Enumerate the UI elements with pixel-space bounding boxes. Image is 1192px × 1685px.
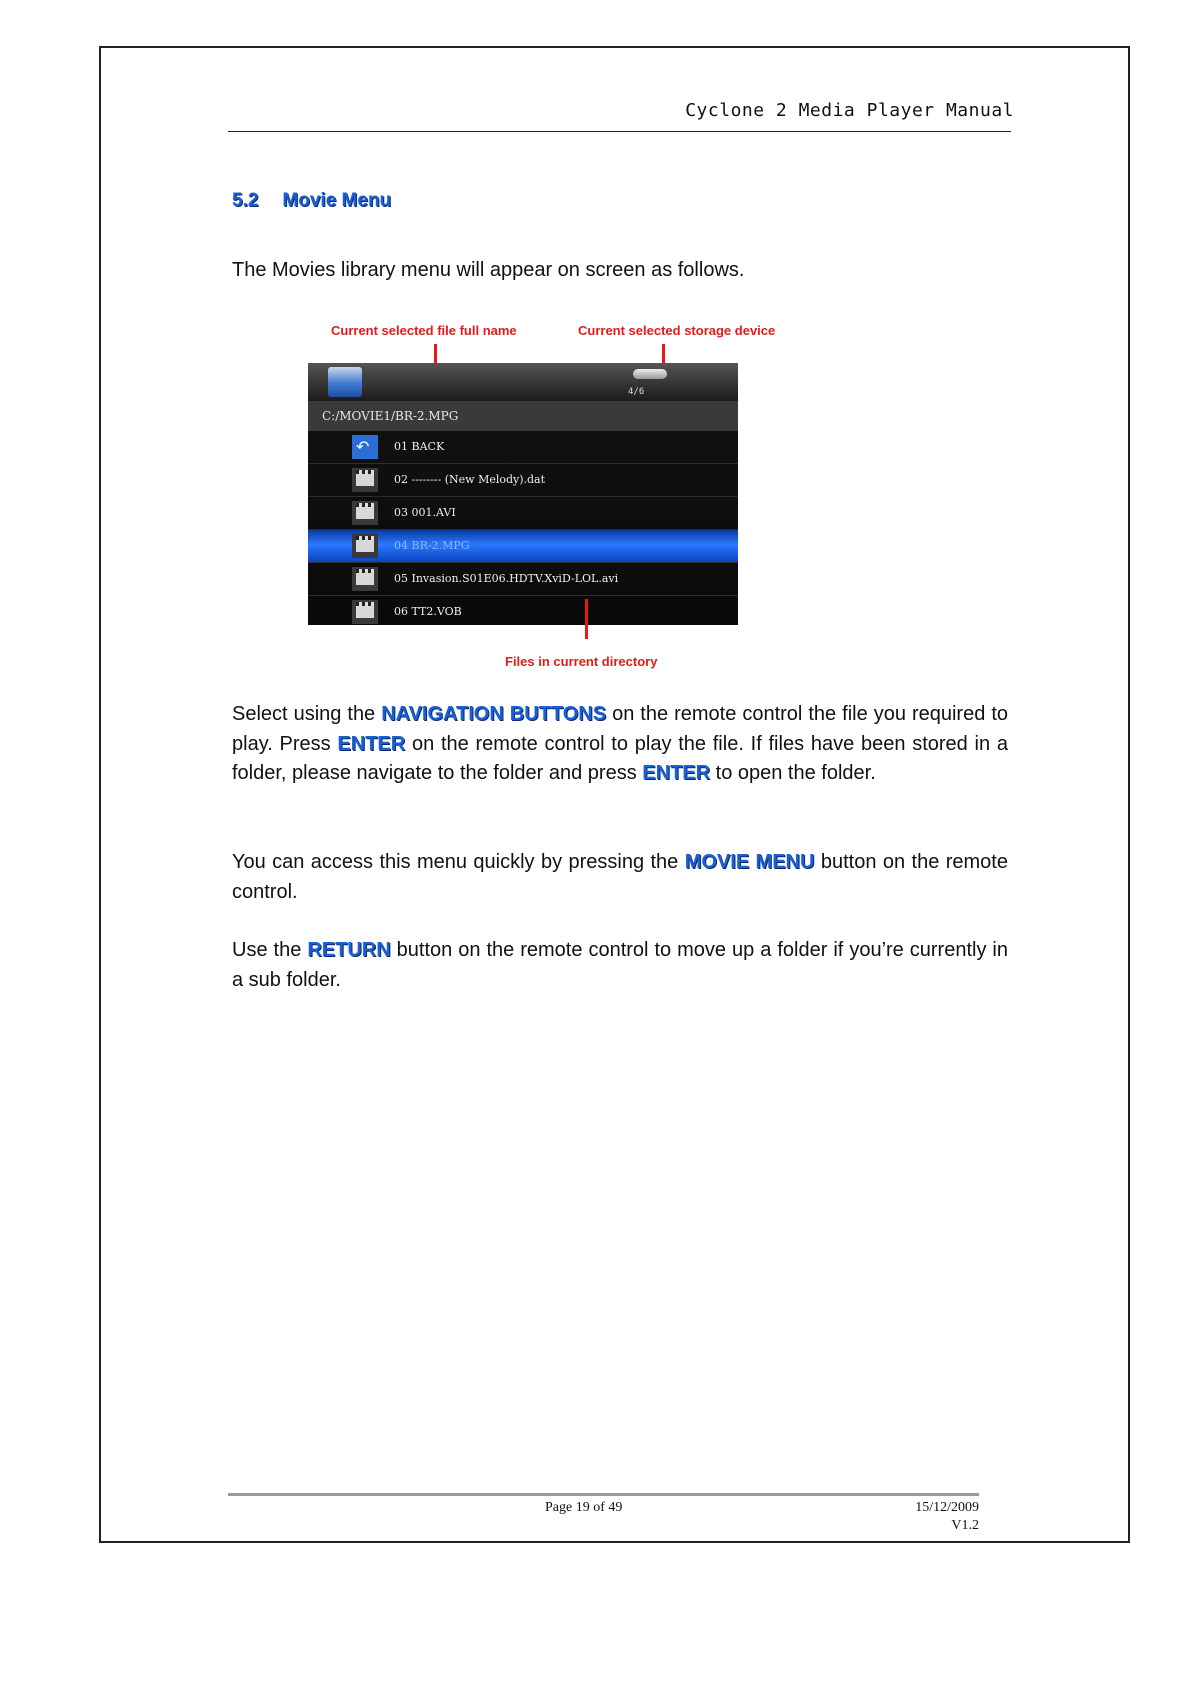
text: Select using the: [232, 703, 382, 725]
keyword-enter: ENTER: [642, 762, 711, 784]
paragraph-return: [232, 936, 1008, 995]
file-row-selected[interactable]: [308, 530, 738, 563]
clapperboard-icon: [352, 534, 378, 558]
file-row-label: 06 TT2.VOB: [394, 605, 462, 618]
page-number: Page 19 of 49: [545, 1500, 623, 1515]
document-date: 15/12/2009: [915, 1500, 979, 1515]
clapperboard-icon: [352, 600, 378, 624]
text: button on the remote control to move up a folder if you’re currently in a sub folder.: [232, 939, 1008, 991]
back-arrow-icon: ↶: [352, 435, 378, 459]
text: button on the remote control.: [232, 851, 1008, 903]
file-row-label: 01 BACK: [394, 440, 445, 453]
movie-app-icon: [328, 367, 362, 397]
keyword-return: RETURN: [307, 939, 391, 961]
section-title: Movie Menu: [282, 190, 392, 211]
keyword-navigation-buttons: NAVIGATION BUTTONS: [381, 703, 607, 725]
callout-pointer-files: [585, 599, 588, 639]
file-row[interactable]: [308, 464, 738, 497]
file-row[interactable]: [308, 497, 738, 530]
section-heading: [232, 190, 415, 212]
keyword-enter: ENTER: [337, 732, 406, 755]
file-row[interactable]: [308, 563, 738, 596]
text: on the remote control to play the file. If files have been stored in a folder, please navigate to the folder and press: [232, 732, 1008, 784]
callout-files-in-directory: Files in current directory: [505, 654, 658, 669]
player-screen: [308, 363, 738, 625]
screen-top-bar: [308, 363, 738, 401]
file-row-label: 05 Invasion.S01E06.HDTV.XviD-LOL.avi: [394, 572, 619, 585]
paragraph-movie-menu: [232, 848, 1008, 907]
file-row-label: 02 -------- (New Melody).dat: [394, 473, 546, 486]
footer-divider: [228, 1493, 979, 1496]
text: on the remote control the file you required to play. Press: [232, 703, 1009, 755]
text: Use the: [232, 939, 308, 961]
callout-storage-device: Current selected storage device: [578, 323, 776, 338]
section-number: 5.2: [232, 190, 259, 211]
file-list: [308, 431, 738, 625]
manual-title: Cyclone 2 Media Player Manual: [685, 100, 1014, 121]
document-version: V1.2: [951, 1518, 979, 1533]
movie-menu-figure: [300, 318, 810, 673]
keyword-movie-menu: MOVIE MENU: [684, 851, 815, 873]
clapperboard-icon: [352, 468, 378, 492]
file-counter: 4/6: [628, 387, 645, 397]
usb-storage-icon: [633, 369, 667, 379]
current-file-path: C:/MOVIE1/BR-2.MPG: [308, 401, 738, 431]
file-row[interactable]: [308, 431, 738, 464]
clapperboard-icon: [352, 501, 378, 525]
intro-text: The Movies library menu will appear on screen as follows.: [232, 259, 745, 281]
file-row-label: 04 BR-2.MPG: [394, 539, 470, 552]
text: to open the folder.: [710, 762, 876, 784]
file-row[interactable]: [308, 596, 738, 625]
file-row-label: 03 001.AVI: [394, 506, 456, 519]
paragraph-select: [232, 700, 1008, 789]
clapperboard-icon: [352, 567, 378, 591]
callout-file-name: Current selected file full name: [331, 323, 517, 338]
header-divider: [228, 131, 1011, 132]
text: You can access this menu quickly by pressing the: [232, 851, 685, 873]
